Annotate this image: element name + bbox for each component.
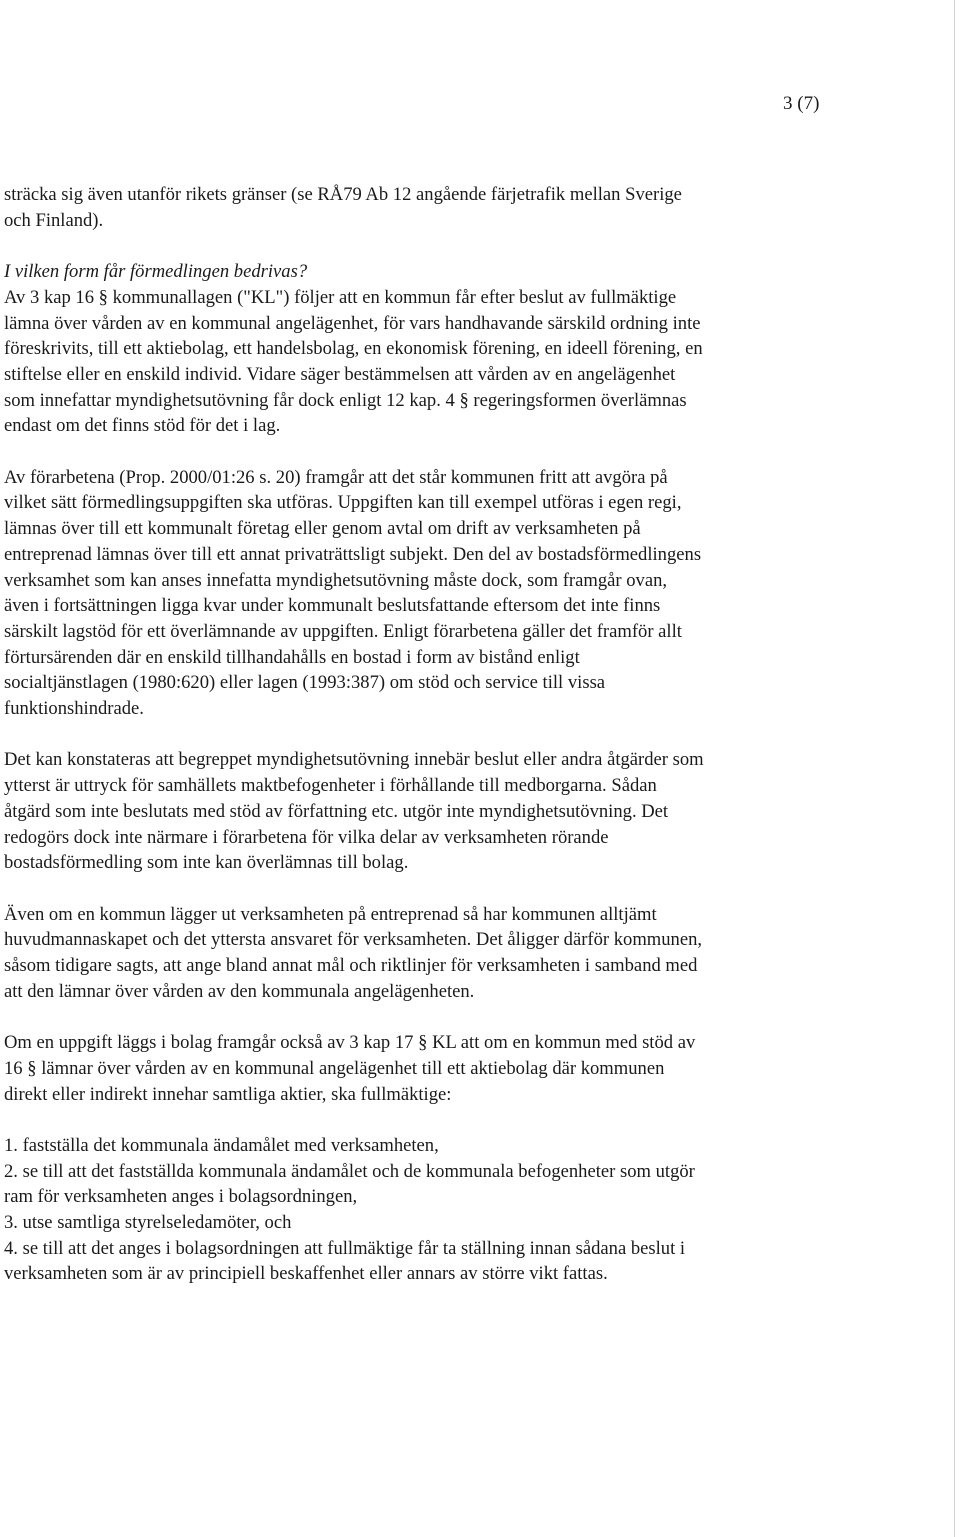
text-line: huvudmannaskapet och det yttersta ansvaret för verksamheten. Det åligger därför kommunen, — [4, 929, 703, 951]
text-line: Av förarbetena (Prop. 2000/01:26 s. 20) framgår att det står kommunen fritt att avgöra på — [4, 466, 668, 488]
text-line: även i fortsättningen ligga kvar under kommunalt beslutsfattande eftersom det inte finns — [4, 595, 661, 617]
text-line: ytterst är uttryck för samhällets maktbefogenheter i förhållande till medborgarna. Sådan — [4, 775, 657, 797]
list-item-continuation: verksamheten som är av principiell beskaffenhet eller annars av större vikt fattas. — [4, 1263, 608, 1285]
list-item: 3. utse samtliga styrelseledamöter, och — [4, 1212, 292, 1234]
paragraph-6 — [4, 1030, 830, 1107]
section-heading: I vilken form får förmedlingen bedrivas? — [4, 261, 308, 283]
text-line: såsom tidigare sagts, att ange bland annat mål och riktlinjer för verksamheten i samband med — [4, 955, 698, 977]
text-line: särskilt lagstöd för ett överlämnande av uppgiften. Enligt förarbetena gäller det framför allt — [4, 620, 682, 642]
text-line: redogörs dock inte närmare i förarbetena för vilka delar av verksamheten rörande — [4, 826, 609, 848]
text-line: socialtjänstlagen (1980:620) eller lagen (1993:387) om stöd och service till vissa — [4, 672, 606, 694]
text-line: föreskrivits, till ett aktiebolag, ett handelsbolag, en ekonomisk förening, en ideell förening, en — [4, 338, 703, 360]
text-line: Det kan konstateras att begreppet myndighetsutövning innebär beslut eller andra åtgärder som — [4, 749, 704, 771]
text-line: direkt eller indirekt innehar samtliga aktier, ska fullmäktige: — [4, 1083, 452, 1105]
document-body — [4, 182, 830, 1287]
page-edge-line — [954, 0, 955, 1537]
text-line: och Finland). — [4, 209, 104, 231]
text-line: Även om en kommun lägger ut verksamheten på entreprenad så har kommunen alltjämt — [4, 903, 657, 925]
text-line: stiftelse eller en enskild individ. Vidare säger bestämmelsen att vården av en angelägenhet — [4, 363, 676, 385]
text-line: funktionshindrade. — [4, 698, 144, 720]
list-item: 4. se till att det anges i bolagsordningen att fullmäktige får ta ställning innan sådana beslut i — [4, 1237, 686, 1259]
text-line: lämna över vården av en kommunal angelägenhet, för vars handhavande särskild ordning inte — [4, 312, 701, 334]
text-line: entreprenad lämnas över till ett annat privaträttsligt subjekt. Den del av bostadsförmedlingens — [4, 543, 702, 565]
numbered-list — [4, 1133, 830, 1287]
text-line: verksamhet som kan anses innefatta myndighetsutövning måste dock, som framgår ovan, — [4, 569, 668, 591]
paragraph-5 — [4, 902, 830, 1005]
text-line: endast om det finns stöd för det i lag. — [4, 415, 281, 437]
text-line: 16 § lämnar över vården av en kommunal angelägenhet till ett aktiebolag där kommunen — [4, 1057, 665, 1079]
page-number: 3 (7) — [783, 93, 820, 114]
text-line: vilket sätt förmedlingsuppgiften ska utföras. Uppgiften kan till exempel utföras i egen regi, — [4, 492, 682, 514]
text-line: förtursärenden där en enskild tillhandahålls en bostad i form av bistånd enligt — [4, 646, 580, 668]
list-item: 2. se till att det fastställda kommunala ändamålet och de kommunala befogenheter som utgör — [4, 1160, 695, 1182]
text-line: som innefattar myndighetsutövning får dock enligt 12 kap. 4 § regeringsformen överlämnas — [4, 389, 687, 411]
paragraph-4 — [4, 747, 830, 876]
text-line: Av 3 kap 16 § kommunallagen ("KL") följer att en kommun får efter beslut av fullmäktige — [4, 286, 677, 308]
text-line: Om en uppgift läggs i bolag framgår också av 3 kap 17 § KL att om en kommun med stöd av — [4, 1032, 696, 1054]
paragraph-3 — [4, 465, 830, 722]
text-line: att den lämnar över vården av den kommunala angelägenheten. — [4, 980, 475, 1002]
text-line: åtgärd som inte beslutats med stöd av författning etc. utgör inte myndighetsutövning. Det — [4, 800, 669, 822]
text-line: lämnas över till ett kommunalt företag eller genom avtal om drift av verksamheten på — [4, 518, 641, 540]
paragraph-1 — [4, 182, 830, 233]
list-item-continuation: ram för verksamheten anges i bolagsordningen, — [4, 1186, 358, 1208]
list-item: 1. fastställa det kommunala ändamålet med verksamheten, — [4, 1134, 439, 1156]
paragraph-2 — [4, 259, 830, 439]
text-line: sträcka sig även utanför rikets gränser (se RÅ79 Ab 12 angående färjetrafik mellan Sverige — [4, 184, 682, 205]
text-line: bostadsförmedling som inte kan överlämnas till bolag. — [4, 852, 409, 874]
